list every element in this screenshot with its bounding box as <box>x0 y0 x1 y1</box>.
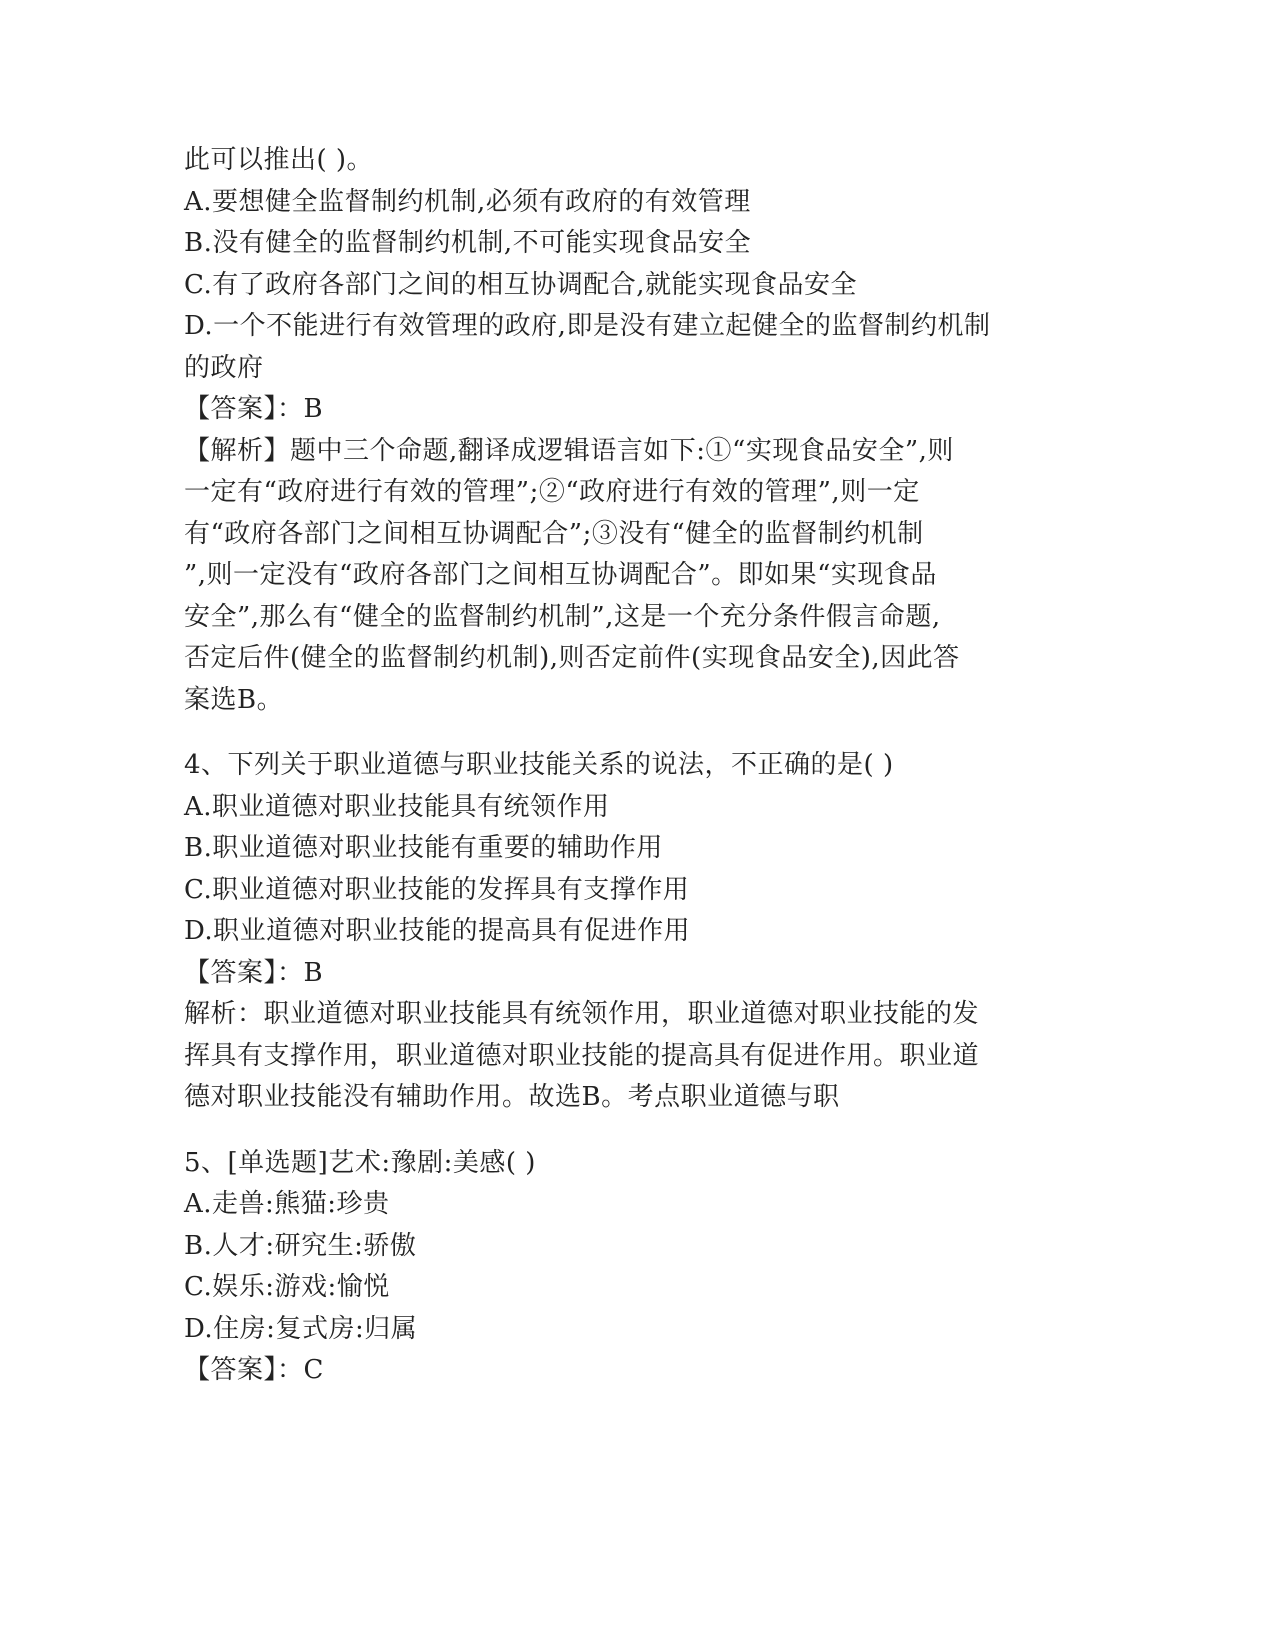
question-3 <box>184 140 1064 721</box>
question-4-analysis-line: 解析：职业道德对职业技能具有统领作用，职业道德对职业技能的发 <box>184 999 980 1029</box>
question-5-option-b: B.人才:研究生:骄傲 <box>184 1230 417 1261</box>
question-5-option-c: C.娱乐:游戏:愉悦 <box>184 1272 390 1302</box>
question-3-answer: 【答案】：B <box>184 394 324 424</box>
question-4-option-c: C.职业道德对职业技能的发挥具有支撑作用 <box>184 874 690 905</box>
question-4-analysis-line: 挥具有支撑作用，职业道德对职业技能的提高具有促进作用。职业道 <box>184 1040 980 1071</box>
question-4-answer: 【答案】：B <box>184 957 324 988</box>
question-5-stem: 5、[单选题]艺术:豫剧:美感( ) <box>184 1147 536 1178</box>
question-3-analysis-line: 【解析】题中三个命题,翻译成逻辑语言如下:①“实现食品安全”,则 <box>184 435 954 466</box>
question-3-analysis-line: 否定后件(健全的监督制约机制),则否定前件(实现食品安全),因此答 <box>184 643 960 673</box>
question-3-option-c: C.有了政府各部门之间的相互协调配合,就能实现食品安全 <box>184 269 857 300</box>
question-4-option-d: D.职业道德对职业技能的提高具有促进作用 <box>184 916 691 946</box>
question-5-option-d: D.住房:复式房:归属 <box>184 1313 418 1344</box>
question-3-analysis-line: 安全”,那么有“健全的监督制约机制”,这是一个充分条件假言命题, <box>184 601 941 632</box>
question-3-analysis-line: ”,则一定没有“政府各部门之间相互协调配合”。即如果“实现食品 <box>184 560 937 590</box>
question-4-option-a: A.职业道德对职业技能具有统领作用 <box>184 791 610 822</box>
question-3-option-a: A.要想健全监督制约机制,必须有政府的有效管理 <box>184 186 751 217</box>
question-5-answer: 【答案】：C <box>184 1355 324 1385</box>
section-gap <box>184 721 1064 745</box>
document-page <box>184 140 1064 1392</box>
question-4-analysis-line: 德对职业技能没有辅助作用。故选B。考点职业道德与职 <box>184 1082 840 1112</box>
question-3-analysis-line: 有“政府各部门之间相互协调配合”;③没有“健全的监督制约机制 <box>184 518 924 549</box>
question-3-stem: 此可以推出( )。 <box>184 145 374 175</box>
question-4-option-b: B.职业道德对职业技能有重要的辅助作用 <box>184 833 663 863</box>
section-gap <box>184 1119 1064 1143</box>
question-5 <box>184 1143 1064 1392</box>
question-3-analysis-line: 一定有“政府进行有效的管理”;②“政府进行有效的管理”,则一定 <box>184 477 920 507</box>
question-3-option-b: B.没有健全的监督制约机制,不可能实现食品安全 <box>184 228 752 258</box>
question-4-stem: 4、下列关于职业道德与职业技能关系的说法，不正确的是( ) <box>184 750 894 780</box>
question-3-option-d: D.一个不能进行有效管理的政府,即是没有建立起健全的监督制约机制 <box>184 311 991 341</box>
question-5-option-a: A.走兽:熊猫:珍贵 <box>184 1189 390 1219</box>
question-3-analysis-line: 案选B。 <box>184 684 284 715</box>
question-3-option-d-continued: 的政府 <box>184 352 264 383</box>
question-4 <box>184 745 1064 1119</box>
